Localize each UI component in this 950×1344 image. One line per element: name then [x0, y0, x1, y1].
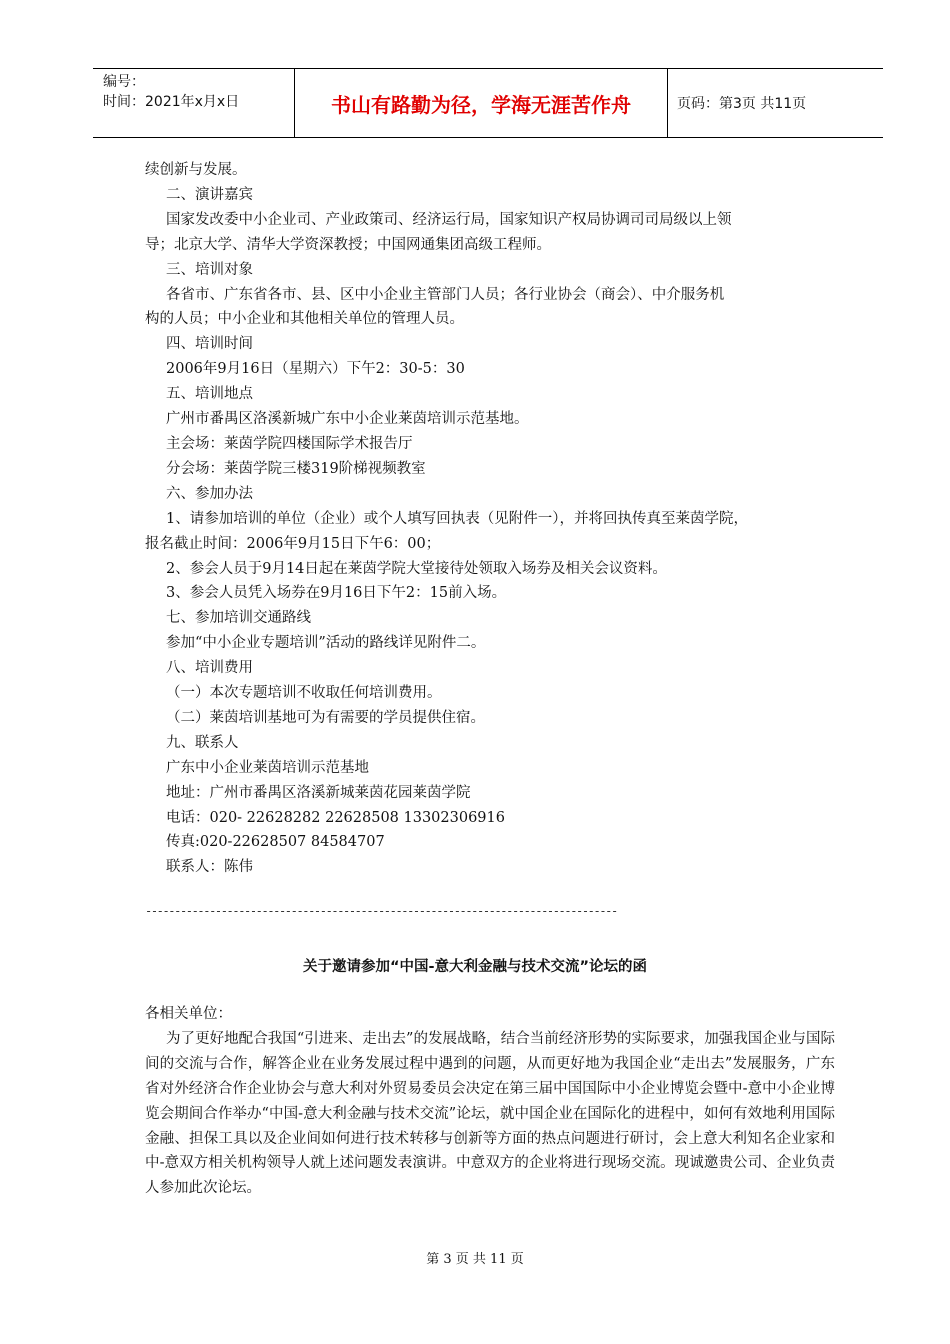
body-line: （一）本次专题培训不收取任何培训费用。 — [166, 685, 442, 702]
section-separator: --------------------------------------------------------------------------------- — [145, 904, 617, 918]
body-line: 构的人员；中小企业和其他相关单位的管理人员。 — [145, 311, 464, 328]
body-line: 联系人：陈伟 — [166, 859, 253, 876]
body-line: 四、培训时间 — [166, 336, 253, 353]
header-divider — [667, 69, 668, 137]
body-line: 各省市、广东省各市、县、区中小企业主管部门人员；各行业协会（商会）、中介服务机 — [166, 286, 725, 303]
body-line: 1、请参加培训的单位（企业）或个人填写回执表（见附件一），并将回执传真至莱茵学院， — [166, 510, 748, 527]
body-line: 广州市番禺区洛溪新城广东中小企业莱茵培训示范基地。 — [166, 411, 529, 428]
body-line: 导；北京大学、清华大学资深教授；中国网通集团高级工程师。 — [145, 236, 551, 253]
body-line: 续创新与发展。 — [145, 162, 247, 178]
body-line: 七、参加培训交通路线 — [166, 610, 311, 627]
letter-salutation: 各相关单位： — [145, 1006, 232, 1022]
body-line: 主会场：莱茵学院四楼国际学术报告厅 — [166, 435, 413, 452]
doc-number-label: 编号： — [103, 74, 145, 90]
body-line: 参加“中小企业专题培训”活动的路线详见附件二。 — [166, 635, 486, 652]
body-line: 六、参加办法 — [166, 485, 253, 502]
header-motto: 书山有路勤为径，学海无涯苦作舟 — [331, 92, 631, 117]
body-line: 2、参会人员于9月14日起在莱茵学院大堂接待处领取入场券及相关会议资料。 — [166, 560, 667, 577]
body-line: 分会场：莱茵学院三楼319阶梯视频教室 — [166, 460, 426, 477]
body-line: 2006年9月16日（星期六）下午2：30-5：30 — [166, 361, 465, 378]
page-header — [93, 68, 883, 138]
page-footer: 第 3 页 共 11 页 — [426, 1252, 524, 1267]
body-line: 八、培训费用 — [166, 660, 253, 677]
body-line: （二）莱茵培训基地可为有需要的学员提供住宿。 — [166, 709, 485, 726]
letter-paragraph: 为了更好地配合我国“引进来、走出去”的发展战略，结合当前经济形势的实际要求，加强我国企业与国际间的交流与合作，解答企业在业务发展过程中遇到的问题，从而更好地为我国企业“走出去”发展服务，广东省对外经济合作企业协会与意大利对外贸易委员会决定在第三届中国国际中小企业博览会暨中-意中小企业博览会期间合作举办“中国-意大利金融与技术交流”论坛，就中国企业在国际化的进程中，如何有效地利用国际金融、担保工具以及企业间如何进行技术转移与创新等方面的热点问题进行研讨，会上意大利知名企业家和中-意双方相关机构领导人就上述问题发表演讲。中意双方的企业将进行现场交流。现诚邀贵公司、企业负责人参加此次论坛。 — [145, 1030, 835, 1197]
letter-title: 关于邀请参加“中国-意大利金融与技术交流”论坛的函 — [302, 959, 648, 975]
body-line: 广东中小企业莱茵培训示范基地 — [166, 759, 369, 776]
header-meta — [103, 72, 239, 112]
body-line: 五、培训地点 — [166, 386, 253, 403]
doc-time-label: 时间：2021年x月x日 — [103, 94, 240, 110]
body-line: 传真:020-22628507 84584707 — [166, 834, 385, 851]
header-page-indicator: 页码：第3页 共11页 — [677, 96, 807, 112]
body-line: 3、参会人员凭入场券在9月16日下午2：15前入场。 — [166, 585, 507, 602]
document-body — [145, 158, 835, 880]
body-line: 电话：020- 22628282 22628508 13302306916 — [166, 809, 505, 826]
body-line: 报名截止时间：2006年9月15日下午6：00； — [145, 535, 441, 552]
body-line: 二、演讲嘉宾 — [166, 186, 253, 203]
body-line: 国家发改委中小企业司、产业政策司、经济运行局，国家知识产权局协调司司局级以上领 — [166, 211, 732, 228]
body-line: 地址：广州市番禺区洛溪新城莱茵花园莱茵学院 — [166, 784, 471, 801]
body-line: 三、培训对象 — [166, 261, 253, 278]
letter-body — [145, 1002, 835, 1201]
body-line: 九、联系人 — [166, 734, 239, 751]
